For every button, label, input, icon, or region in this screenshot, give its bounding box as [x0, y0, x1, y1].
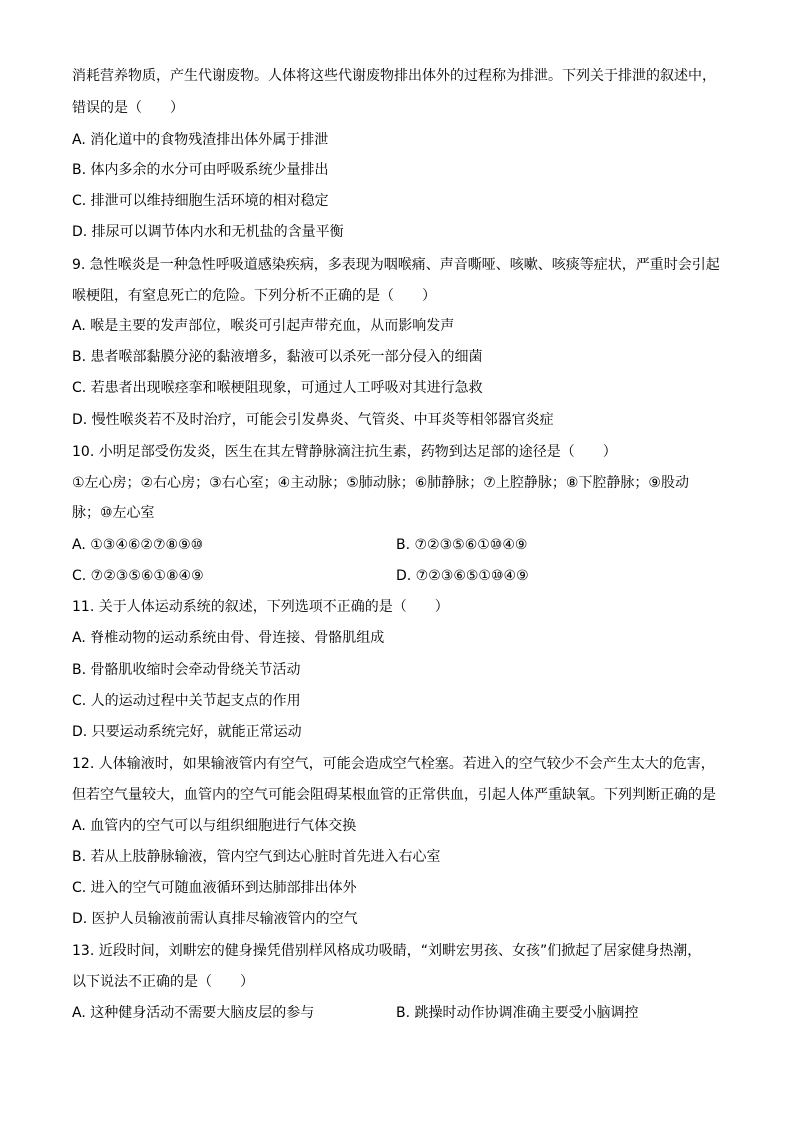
option-a: A. 喉是主要的发声部位，喉炎可引起声带充血，从而影响发声: [72, 318, 455, 334]
question-13-text: 以下说法不正确的是（ ）: [72, 974, 254, 990]
question-10-text: 10. 小明足部受伤发炎，医生在其左臂静脉滴注抗生素，药物到达足部的途径是（ ）: [72, 444, 617, 460]
option-d: D. 医护人员输液前需认真排尽输液管内的空气: [72, 911, 358, 927]
option-b: B. 骨骼肌收缩时会牵动骨绕关节活动: [72, 662, 301, 678]
question-13-text: 13. 近段时间，刘畊宏的健身操凭借别样风格成功吸睛，“刘畊宏男孩、女孩”们掀起了居家健身热潮，: [72, 943, 702, 959]
question-12-text: 12. 人体输液时，如果输液管内有空气，可能会造成空气栓塞。若进入的空气较少不会产生太大的危害，: [72, 756, 715, 772]
question-11-text: 11. 关于人体运动系统的叙述，下列选项不正确的是（ ）: [72, 599, 449, 615]
option-d: D. 只要运动系统完好，就能正常运动: [72, 724, 302, 740]
question-10-text: ①左心房；②右心房；③右心室；④主动脉；⑤肺动脉；⑥肺静脉；⑦上腔静脉；⑧下腔静脉；⑨股动: [72, 475, 689, 491]
option-d: D. 慢性喉炎若不及时治疗，可能会引发鼻炎、气管炎、中耳炎等相邻器官炎症: [72, 412, 554, 428]
option-c: C. 若患者出现喉痉挛和喉梗阻现象，可通过人工呼吸对其进行急救: [72, 380, 483, 396]
option-d: D. ⑦②③⑥⑤①⑩④⑨: [396, 568, 529, 584]
question-text: 消耗营养物质，产生代谢废物。人体将这些代谢废物排出体外的过程称为排泄。下列关于排泄的叙述中，: [72, 68, 716, 84]
option-c: C. 进入的空气可随血液循环到达肺部排出体外: [72, 880, 357, 896]
option-c: C. ⑦②③⑤⑥①⑧④⑨: [72, 568, 204, 584]
option-b: B. 体内多余的水分可由呼吸系统少量排出: [72, 162, 329, 178]
option-b: B. 若从上肢静脉输液，管内空气到达心脏时首先进入右心室: [72, 849, 441, 865]
question-text: 错误的是（ ）: [72, 100, 184, 116]
option-a: A. ①③④⑥②⑦⑧⑨⑩: [72, 537, 204, 553]
option-c: C. 排泄可以维持细胞生活环境的相对稳定: [72, 193, 329, 209]
question-9-text: 喉梗阻，有窒息死亡的危险。下列分析不正确的是（ ）: [72, 288, 436, 304]
question-12-text: 但若空气量较大，血管内的空气可能会阻碍某根血管的正常供血，引起人体严重缺氧。下列判断正确的是: [72, 787, 716, 803]
question-10-text: 脉；⑩左心室: [72, 505, 155, 521]
option-b: B. 跳操时动作协调准确主要受小脑调控: [396, 1005, 639, 1021]
option-d: D. 排尿可以调节体内水和无机盐的含量平衡: [72, 224, 344, 240]
option-b: B. ⑦②③⑤⑥①⑩④⑨: [396, 537, 528, 553]
option-a: A. 血管内的空气可以与组织细胞进行气体交换: [72, 818, 357, 834]
option-c: C. 人的运动过程中关节起支点的作用: [72, 693, 301, 709]
question-9-text: 9. 急性喉炎是一种急性呼吸道感染疾病，多表现为咽喉痛、声音嘶哑、咳嗽、咳痰等症状，严重时会引起: [72, 257, 720, 273]
option-b: B. 患者喉部黏膜分泌的黏液增多，黏液可以杀死一部分侵入的细菌: [72, 349, 483, 365]
option-a: A. 这种健身活动不需要大脑皮层的参与: [72, 1005, 315, 1021]
option-a: A. 消化道中的食物残渣排出体外属于排泄: [72, 132, 329, 148]
option-a: A. 脊椎动物的运动系统由骨、骨连接、骨骼肌组成: [72, 630, 385, 646]
